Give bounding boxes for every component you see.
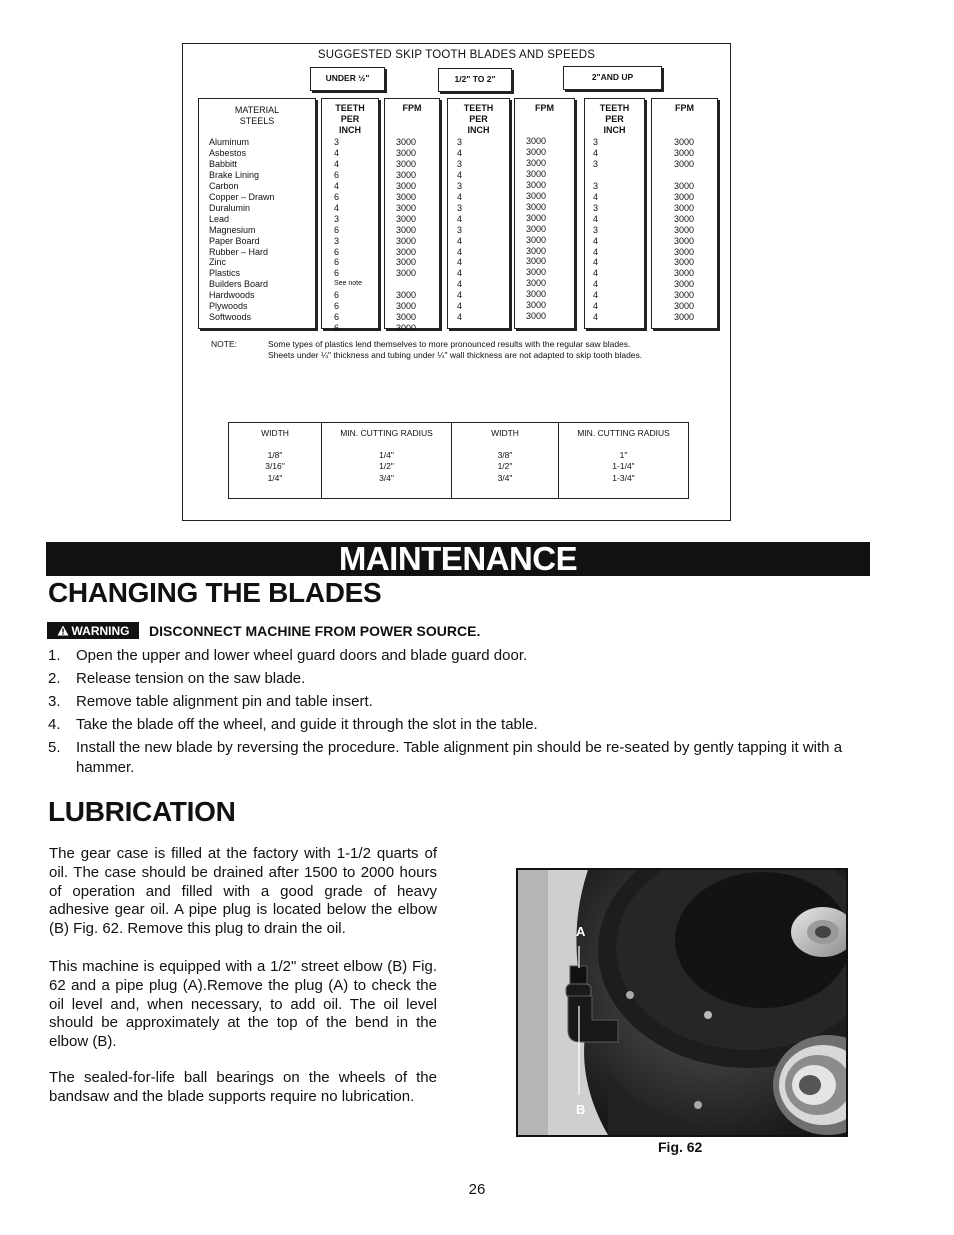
- table-cell: 4: [457, 235, 463, 246]
- fpm-header: FPM: [675, 103, 694, 113]
- tpi-header-line3: INCH: [603, 125, 626, 135]
- two-up-tpi-list: [593, 137, 598, 323]
- table-cell: 4: [457, 301, 463, 312]
- table-cell: 4: [457, 147, 463, 158]
- table-cell: 4: [457, 290, 463, 301]
- tpi-header-line1: TEETH: [599, 103, 630, 113]
- step-text: Install the new blade by reversing the procedure. Table alignment pin should be re-seated by gently tapping it with a hammer.: [76, 739, 843, 776]
- table-cell: 3000: [526, 267, 547, 278]
- table-cell: 3000: [674, 268, 695, 279]
- table-cell: 3000: [526, 201, 547, 212]
- table-cell: 3000: [396, 268, 417, 279]
- width-header: WIDTH: [261, 428, 289, 438]
- table-cell: 3000: [674, 224, 695, 235]
- table-cell: Plywoods: [209, 301, 248, 312]
- tpi-header-line2: PER: [469, 114, 488, 124]
- table-cell: 4: [334, 180, 340, 191]
- radius-value: 1-1/4": [612, 461, 635, 471]
- radius-value: 1": [619, 449, 628, 460]
- tpi-header-line1: TEETH: [463, 103, 494, 113]
- table-cell: 3000: [674, 235, 695, 246]
- table-cell: 6: [334, 301, 340, 312]
- table-cell: 4: [593, 147, 599, 158]
- warning-text: DISCONNECT MACHINE FROM POWER SOURCE.: [149, 623, 481, 639]
- bandsaw-gear-case-illustration: [518, 870, 846, 1135]
- width-radius-table: [228, 422, 689, 499]
- step-text: Release tension on the saw blade.: [76, 670, 306, 687]
- table-cell: Builders Board: [209, 279, 269, 290]
- table-cell: Plastics: [209, 268, 241, 279]
- material-column: [198, 98, 316, 329]
- table-cell: 3000: [526, 278, 547, 289]
- table-cell: 3000: [526, 168, 547, 179]
- table-cell: 3000: [526, 234, 547, 245]
- table-cell: 3000: [674, 279, 695, 290]
- table-cell: 3: [593, 158, 599, 169]
- lubrication-paragraph-2: This machine is equipped with a 1/2" street elbow (B) Fig. 62 and a pipe plug (A).Remove the plug (A) to check the oil level and, when necessary, to add oil. The oil level should be approximately at the top of the bend in the elbow (B).: [49, 958, 437, 1051]
- table-cell: 3000: [526, 190, 547, 201]
- group-header-under-half: UNDER ½": [310, 67, 385, 91]
- table-cell: 3000: [674, 191, 695, 202]
- table-cell: Carbon: [209, 180, 239, 191]
- two-up-fpm-column: [651, 98, 718, 329]
- blade-change-steps: [48, 646, 876, 781]
- table-cell: Rubber – Hard: [209, 246, 269, 257]
- width-value: 3/8": [497, 449, 513, 460]
- table-cell: Zinc: [209, 257, 227, 268]
- table-cell: 3000: [396, 257, 417, 268]
- width-value: 1/2": [497, 461, 513, 471]
- table-cell: 4: [457, 169, 463, 180]
- note-line-2: Sheets under ¼" thickness and tubing under ¼" wall thickness are not adapted to skip tooth blades.: [268, 350, 643, 360]
- table-cell: 3: [593, 180, 599, 191]
- step-number: 3.: [48, 693, 61, 710]
- step-item: [48, 646, 876, 666]
- width-value: 1/8": [267, 449, 283, 460]
- step-number: 1.: [48, 647, 61, 664]
- table-cell: 3: [457, 202, 463, 213]
- step-number: 5.: [48, 739, 61, 756]
- radius-value: 1/2": [379, 461, 394, 471]
- table-cell: 4: [593, 235, 599, 246]
- tpi-header-line3: INCH: [339, 125, 361, 135]
- table-cell: 6: [334, 323, 340, 334]
- table-cell: Lead: [209, 213, 230, 224]
- tpi-header-line1: TEETH: [335, 103, 365, 113]
- step-text: Remove table alignment pin and table insert.: [76, 693, 373, 710]
- table-cell: 3000: [674, 312, 695, 323]
- table-cell: 4: [593, 301, 599, 312]
- table-cell: Asbestos: [209, 147, 247, 158]
- table-cell: 3000: [674, 180, 695, 191]
- width-value: 1/4": [267, 472, 283, 483]
- radius-header: MIN. CUTTING RADIUS: [340, 428, 433, 438]
- table-cell: Copper – Drawn: [209, 191, 275, 202]
- table-cell: 6: [334, 312, 340, 323]
- table-cell: 6: [334, 268, 340, 279]
- table-cell: [396, 279, 416, 290]
- table-cell: 3000: [396, 246, 417, 257]
- width-column-left: [229, 423, 322, 498]
- table-cell: [674, 170, 694, 181]
- warning-badge: [47, 622, 139, 639]
- warning-triangle-icon: [57, 625, 69, 636]
- table-cell: 3000: [526, 157, 547, 168]
- table-cell: 3: [593, 224, 599, 235]
- two-up-tpi-column: [584, 98, 645, 329]
- radius-value: 1/4": [379, 449, 394, 460]
- step-item: [48, 715, 876, 735]
- fpm-header: FPM: [402, 103, 422, 113]
- table-cell: 4: [593, 191, 599, 202]
- table-cell: Softwoods: [209, 312, 252, 323]
- half-to-two-tpi-column: [447, 98, 510, 329]
- table-cell: 3000: [526, 311, 547, 322]
- width-column-right: [452, 423, 559, 498]
- under-half-fpm-list: [396, 137, 416, 334]
- table-cell: 6: [334, 290, 340, 301]
- table-cell: Babbitt: [209, 158, 238, 169]
- table-cell: 4: [457, 246, 463, 257]
- step-number: 4.: [48, 716, 61, 733]
- radius-value: 1-3/4": [612, 472, 635, 483]
- gear-case-photo: [516, 868, 848, 1137]
- table-cell: 3000: [396, 235, 417, 246]
- table-cell: Paper Board: [209, 235, 260, 246]
- table-cell: 3: [457, 224, 463, 235]
- table-cell: 3000: [396, 147, 417, 158]
- table-cell: 3: [334, 213, 340, 224]
- half-to-two-fpm-column: [514, 98, 575, 329]
- step-item: [48, 738, 876, 777]
- table-cell: 4: [457, 312, 463, 323]
- table-cell: 3000: [526, 212, 547, 223]
- table-cell: 3000: [526, 300, 547, 311]
- table-cell: 4: [457, 268, 463, 279]
- note-line-1: Some types of plastics lend themselves to more pronounced results with the regular saw blades.: [268, 339, 631, 349]
- table-cell: 3000: [396, 213, 417, 224]
- section-title-band: MAINTENANCE: [46, 542, 870, 576]
- table-cell: 6: [334, 246, 340, 257]
- table-cell: 3000: [674, 158, 695, 169]
- table-cell: 3: [334, 137, 340, 147]
- table-cell: 6: [334, 191, 340, 202]
- callout-a: A: [576, 924, 586, 939]
- table-cell: 3000: [396, 301, 417, 312]
- table-cell: Hardwoods: [209, 290, 255, 301]
- table-cell: 3000: [396, 137, 417, 147]
- table-cell: 3000: [396, 158, 417, 169]
- table-cell: 3000: [674, 246, 695, 257]
- lubrication-paragraph-1: The gear case is filled at the factory with 1-1/2 quarts of oil. The case should be drained after 1500 to 2000 hours of operation and filled with a good grade of heavy adhesive gear oil. A pipe plug is located below the elbow (B) Fig. 62. Remove this plug to drain the oil.: [49, 845, 437, 938]
- table-cell: 3: [457, 180, 463, 191]
- table-cell: 3: [593, 137, 599, 147]
- table-cell: 3000: [396, 191, 417, 202]
- table-cell: 4: [457, 213, 463, 224]
- step-text: Open the upper and lower wheel guard doors and blade guard door.: [76, 647, 528, 664]
- note-text: [268, 339, 708, 361]
- table-cell: 4: [593, 257, 599, 268]
- table-title: SUGGESTED SKIP TOOTH BLADES AND SPEEDS: [317, 49, 596, 61]
- table-cell: 4: [334, 147, 340, 158]
- table-cell: 3000: [396, 180, 417, 191]
- radius-value: 3/4": [379, 472, 394, 483]
- table-cell: 6: [334, 224, 340, 235]
- table-cell: 4: [457, 191, 463, 202]
- under-half-fpm-column: [384, 98, 440, 334]
- half-to-two-fpm-list: [526, 136, 546, 322]
- table-cell: 3: [334, 235, 340, 246]
- step-item: [48, 692, 876, 712]
- table-cell: 3000: [526, 179, 547, 190]
- half-to-two-tpi-list: [457, 137, 462, 323]
- table-cell: 3000: [674, 147, 695, 158]
- table-cell: 4: [593, 268, 599, 279]
- table-cell: Aluminum: [209, 137, 250, 147]
- table-cell: 3000: [674, 257, 695, 268]
- warning-label: WARNING: [71, 623, 130, 638]
- width-value: 3/4": [497, 472, 513, 483]
- table-cell: 3000: [396, 169, 417, 180]
- table-cell: 4: [593, 279, 599, 290]
- table-cell: 4: [334, 202, 340, 213]
- table-cell: 3000: [674, 202, 695, 213]
- table-cell: 4: [593, 290, 599, 301]
- page-number: 26: [468, 1181, 486, 1198]
- blade-speed-table-figure: [182, 43, 731, 521]
- table-cell: Magnesium: [209, 224, 256, 235]
- fpm-header: FPM: [535, 103, 554, 113]
- callout-b: B: [576, 1102, 586, 1117]
- two-up-fpm-list: [674, 137, 694, 323]
- radius-header: MIN. CUTTING RADIUS: [577, 428, 670, 438]
- table-cell: 3000: [396, 290, 417, 301]
- table-cell: 3000: [396, 312, 417, 323]
- table-cell: Brake Lining: [209, 169, 260, 180]
- width-header: WIDTH: [491, 428, 519, 438]
- lubrication-heading: LUBRICATION: [48, 796, 236, 827]
- table-cell: 3: [593, 202, 599, 213]
- table-cell: 3000: [526, 223, 547, 234]
- radius-column-right: [559, 423, 688, 498]
- step-item: [48, 669, 876, 689]
- group-header-half-to-two: 1/2" TO 2": [438, 68, 512, 92]
- table-cell: 4: [593, 213, 599, 224]
- table-cell: See note: [334, 280, 363, 288]
- step-text: Take the blade off the wheel, and guide it through the slot in the table.: [76, 716, 538, 733]
- changing-blades-heading: CHANGING THE BLADES: [48, 577, 382, 608]
- table-cell: 3000: [526, 256, 547, 267]
- group-header-two-and-up: 2"AND UP: [563, 66, 662, 90]
- table-cell: 6: [334, 169, 340, 180]
- width-value: 3/16": [265, 461, 285, 471]
- table-cell: 3000: [526, 289, 547, 300]
- note-label: NOTE:: [211, 339, 237, 349]
- table-cell: 3000: [526, 146, 547, 157]
- table-cell: 6: [334, 257, 340, 268]
- tpi-header-line3: INCH: [467, 125, 490, 135]
- table-cell: Duralumin: [209, 202, 251, 213]
- table-cell: 3000: [674, 137, 695, 147]
- table-cell: 4: [457, 257, 463, 268]
- table-cell: 3000: [526, 136, 547, 146]
- figure-caption: Fig. 62: [658, 1139, 703, 1155]
- table-cell: 3: [457, 158, 463, 169]
- tpi-header-line2: PER: [340, 114, 360, 124]
- table-cell: 3000: [674, 290, 695, 301]
- material-header-line1: MATERIAL: [234, 105, 280, 115]
- tpi-header-line2: PER: [605, 114, 624, 124]
- table-cell: 4: [593, 246, 599, 257]
- table-cell: 3: [457, 137, 463, 147]
- table-cell: 3000: [674, 301, 695, 312]
- table-cell: 3000: [396, 323, 417, 334]
- under-half-tpi-list: [334, 137, 362, 334]
- table-cell: 3000: [396, 202, 417, 213]
- table-cell: 3000: [526, 245, 547, 256]
- table-cell: 3000: [396, 224, 417, 235]
- table-cell: 3000: [674, 213, 695, 224]
- lubrication-paragraph-3: The sealed-for-life ball bearings on the wheels of the bandsaw and the blade supports require no lubrication.: [49, 1069, 437, 1105]
- table-cell: 4: [593, 312, 599, 323]
- step-number: 2.: [48, 670, 61, 687]
- table-cell: 4: [334, 158, 340, 169]
- table-cell: [593, 170, 598, 181]
- material-list: [209, 137, 275, 323]
- material-header-line2: STEELS: [239, 116, 275, 126]
- radius-column-left: [322, 423, 452, 498]
- table-cell: 4: [457, 279, 463, 290]
- under-half-tpi-column: [321, 98, 379, 334]
